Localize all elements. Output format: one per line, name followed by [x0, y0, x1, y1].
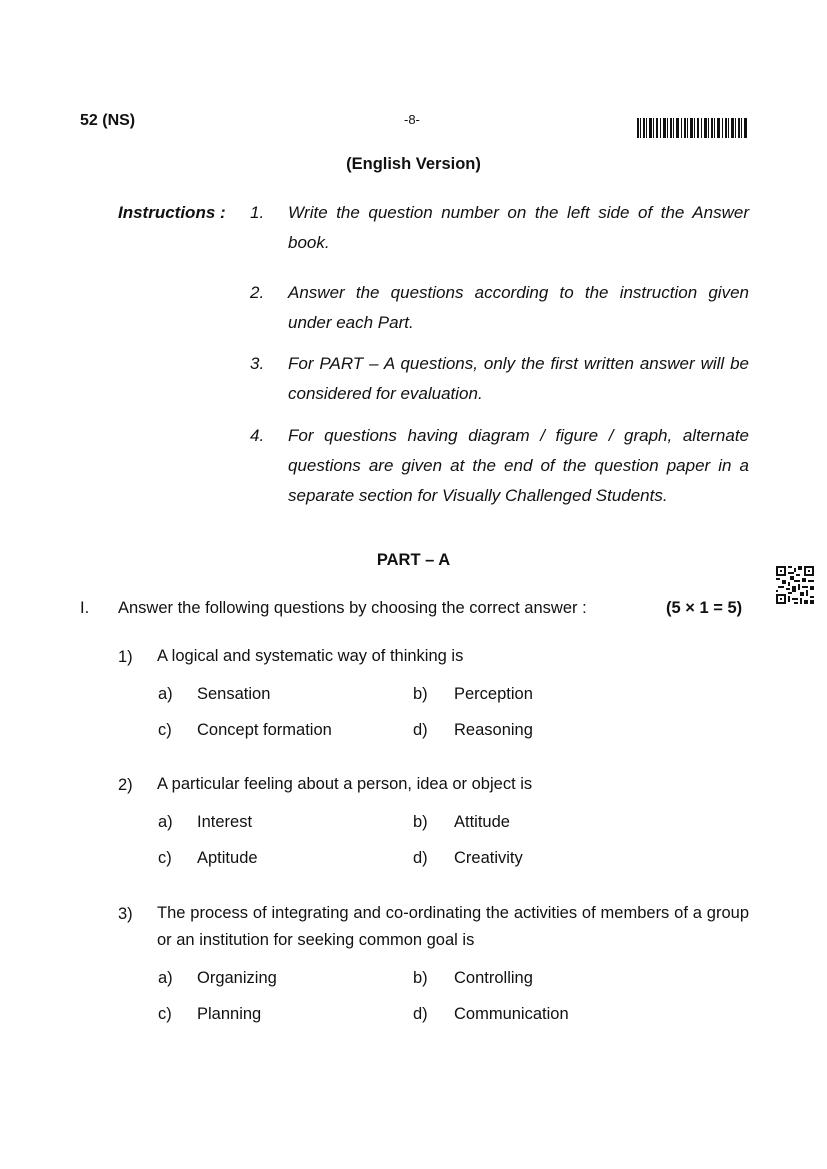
option-text: Sensation — [197, 685, 271, 703]
paper-code: 52 (NS) — [80, 112, 136, 129]
instruction-number: 4. — [250, 426, 265, 445]
option-text: Perception — [454, 685, 533, 703]
option-letter: d) — [413, 721, 428, 739]
instruction-number: 1. — [250, 203, 265, 222]
option-text: Planning — [197, 1005, 262, 1023]
section-instruction: Answer the following questions by choosing the correct answer : — [118, 599, 587, 617]
option-text: Attitude — [454, 813, 510, 831]
option-text: Concept formation — [197, 721, 332, 739]
question-number: 1) — [118, 648, 133, 666]
instruction-number: 3. — [250, 354, 265, 373]
instruction-text: For PART – A questions, only the first written answer will be considered for evaluation. — [288, 354, 749, 403]
version-title: (English Version) — [346, 155, 481, 173]
question-number: 3) — [118, 905, 133, 923]
option-text: Organizing — [197, 969, 277, 987]
option-letter: b) — [413, 813, 428, 831]
option-text: Aptitude — [197, 849, 258, 867]
option-letter: a) — [158, 685, 173, 703]
question-text: A logical and systematic way of thinking is — [157, 647, 464, 665]
option-letter: b) — [413, 685, 428, 703]
qr-code — [776, 566, 814, 604]
option-letter: c) — [158, 849, 172, 867]
option-text: Interest — [197, 813, 253, 831]
instructions-label: Instructions : — [118, 203, 226, 222]
option-text: Creativity — [454, 849, 523, 867]
instruction-text: Answer the questions according to the instruction given under each Part. — [288, 283, 749, 332]
option-letter: b) — [413, 969, 428, 987]
option-letter: a) — [158, 969, 173, 987]
section-marks: (5 × 1 = 5) — [666, 599, 743, 617]
option-text: Communication — [454, 1005, 569, 1023]
question-text: The process of integrating and co-ordinating the activities of members of a group or an institution for seeking common goal is — [157, 904, 749, 949]
option-text: Controlling — [454, 969, 533, 987]
option-letter: c) — [158, 721, 172, 739]
option-letter: a) — [158, 813, 173, 831]
barcode — [637, 118, 747, 138]
instruction-number: 2. — [250, 283, 265, 302]
option-letter: c) — [158, 1005, 172, 1023]
page-number: -8- — [404, 112, 420, 127]
question-number: 2) — [118, 776, 133, 794]
option-text: Reasoning — [454, 721, 533, 739]
option-letter: d) — [413, 849, 428, 867]
question-text: A particular feeling about a person, idea or object is — [157, 775, 533, 793]
section-number: I. — [80, 599, 90, 617]
instruction-text: For questions having diagram / figure / graph, alternate questions are given at the end of the question paper in a separate section for Visually Challenged Students. — [288, 426, 749, 505]
instruction-text: Write the question number on the left side of the Answer book. — [288, 203, 749, 252]
part-title: PART – A — [376, 551, 451, 569]
option-letter: d) — [413, 1005, 428, 1023]
